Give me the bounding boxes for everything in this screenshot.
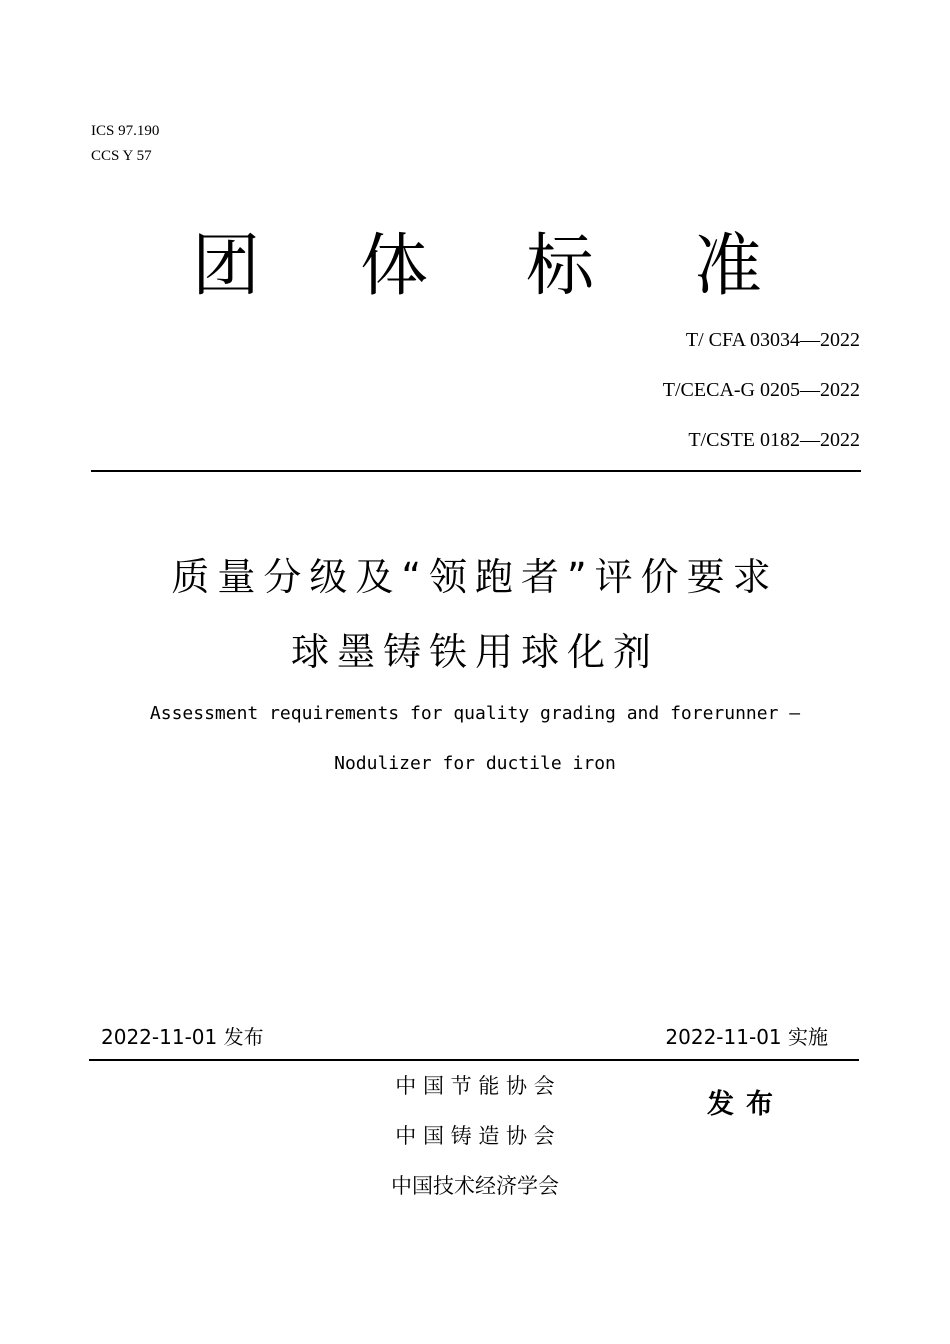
- heading-char: 准: [694, 227, 763, 306]
- heading-char: 体: [360, 227, 429, 306]
- issuer-org-energy: 中 国 节 能 协 会: [395, 1074, 555, 1098]
- title-cn-line1: 质量分级及“领跑者”评价要求: [171, 555, 779, 599]
- heading-char: 标: [526, 227, 595, 306]
- standard-number-ceca: T/CECA-G 0205—2022: [662, 379, 860, 401]
- header-divider: [91, 470, 861, 472]
- title-cn-line2: 球墨铸铁用球化剂: [290, 630, 659, 674]
- classification-codes: [91, 119, 159, 169]
- ics-code: ICS 97.190: [91, 123, 160, 139]
- implement-date: 2022-11-01 实施: [665, 1025, 828, 1049]
- standard-type-heading: [0, 222, 950, 312]
- publish-label: 发布: [707, 1089, 785, 1120]
- title-en-line2: Nodulizer for ductile iron: [334, 753, 616, 774]
- issuer-org-tech-econ: 中国技术经济学会: [391, 1174, 559, 1198]
- heading-char: 团: [192, 227, 261, 306]
- ccs-code: CCS Y 57: [91, 148, 152, 164]
- issue-date: 2022-11-01 发布: [101, 1025, 264, 1049]
- footer-divider: [89, 1059, 859, 1061]
- issuer-org-foundry: 中 国 铸 造 协 会: [395, 1124, 555, 1148]
- standard-number-cste: T/CSTE 0182—2022: [688, 429, 860, 451]
- standard-number-cfa: T/ CFA 03034—2022: [685, 329, 860, 351]
- title-en-line1: Assessment requirements for quality grading and forerunner —: [149, 703, 801, 724]
